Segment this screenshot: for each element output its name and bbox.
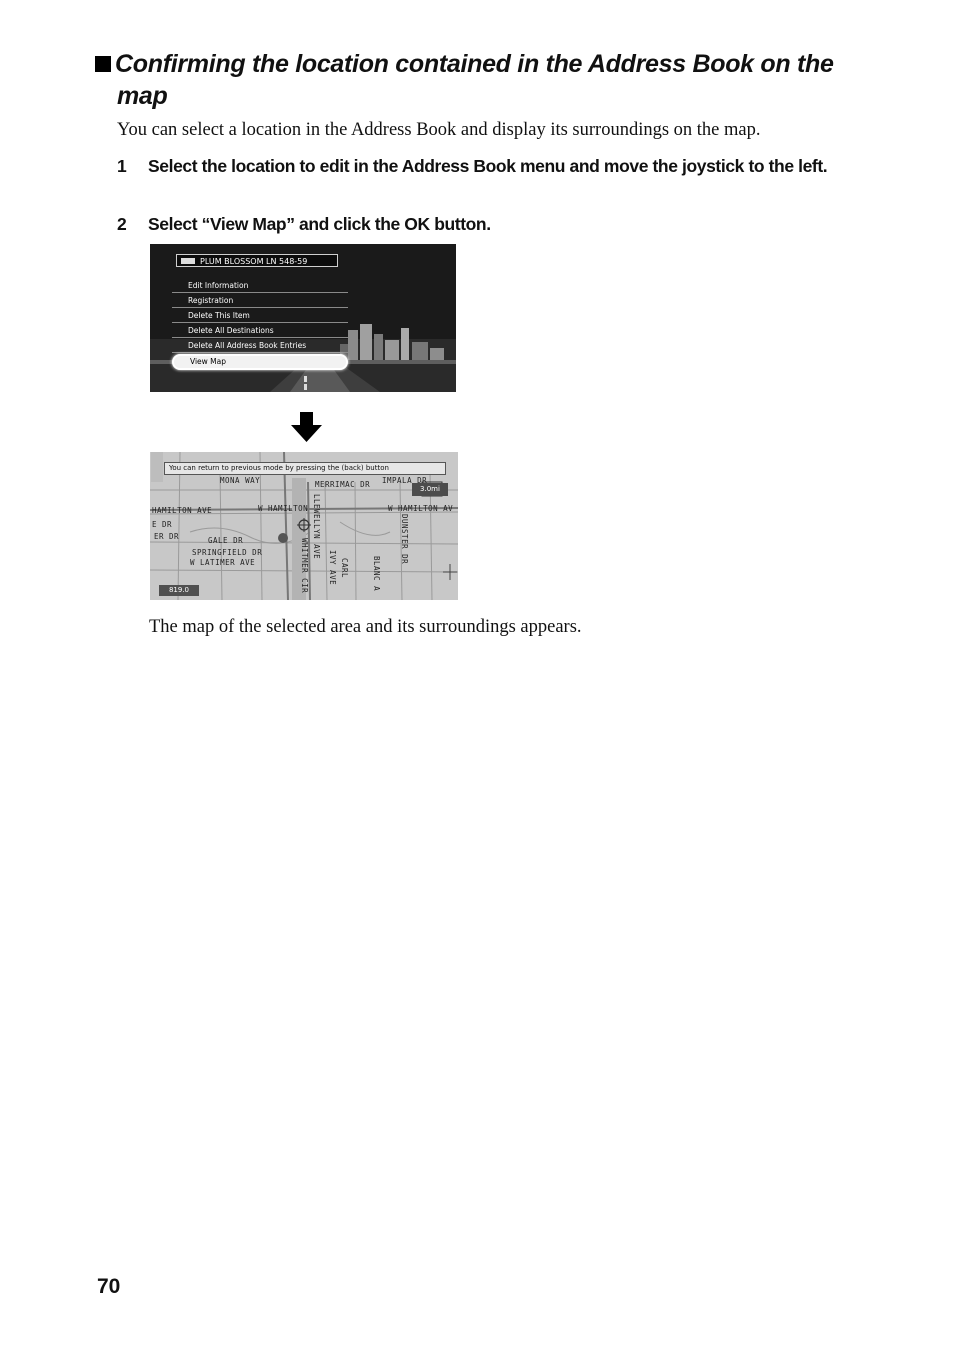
street-label: GALE DR (208, 536, 244, 545)
street-label: SPRINGFIELD DR (192, 548, 263, 557)
step-text: Select the location to edit in the Address Book menu and move the joystick to the left. (148, 156, 828, 176)
section-heading (95, 48, 855, 112)
street-label: MONA WAY (220, 476, 261, 485)
down-arrow-icon (291, 412, 322, 442)
street-label: BLANC A (372, 556, 381, 592)
distance-indicator: 819.0 (159, 585, 199, 596)
return-hint-message: You can return to previous mode by pressing the (back) button (164, 462, 446, 475)
menu-item-delete-this-item[interactable]: Delete This Item (172, 308, 348, 323)
street-label: W HAMILTON AV (388, 504, 454, 513)
address-title-bar: PLUM BLOSSOM LN 548-59 (176, 254, 338, 267)
square-bullet-icon (95, 56, 111, 72)
menu-item-view-map[interactable]: View Map (172, 354, 348, 370)
address-book-menu-screen (150, 244, 456, 392)
menu-item-edit-information[interactable]: Edit Information (172, 278, 348, 293)
street-label: W HAMILTON (258, 504, 309, 513)
menu-item-delete-all-address-book-entries[interactable]: Delete All Address Book Entries (172, 338, 348, 353)
step-2 (117, 213, 857, 237)
street-label: ER DR (154, 532, 180, 541)
street-label: MERRIMAC DR (315, 480, 371, 489)
street-label: HAMILTON AVE (152, 506, 213, 515)
map-screen (150, 452, 458, 600)
heading-line-1: Confirming the location contained in the Address Book on the (115, 50, 834, 78)
page-number: 70 (97, 1275, 121, 1298)
step-text: Select “View Map” and click the OK button. (148, 214, 491, 234)
street-label: LLEWELLYN AVE (312, 494, 321, 560)
map-scale-button[interactable]: 3.0mi (412, 483, 448, 496)
street-label: IMPALA DR (382, 476, 428, 485)
address-book-icon (181, 258, 195, 264)
street-label: DUNSTER DR (400, 514, 409, 565)
result-caption: The map of the selected area and its surroundings appears. (149, 617, 582, 637)
address-book-menu (172, 278, 348, 370)
street-label: WHITMER CIR (300, 538, 309, 594)
menu-item-delete-all-destinations[interactable]: Delete All Destinations (172, 323, 348, 338)
step-number: 2 (117, 214, 127, 234)
street-label: CARL (340, 558, 349, 579)
street-label: E DR (152, 520, 173, 529)
street-label: W LATIMER AVE (190, 558, 256, 567)
step-number: 1 (117, 156, 127, 176)
menu-item-registration[interactable]: Registration (172, 293, 348, 308)
street-label: IVY AVE (328, 550, 337, 586)
intro-paragraph: You can select a location in the Address Book and display its surroundings on the map. (117, 120, 761, 140)
heading-line-2: map (117, 82, 168, 110)
step-1 (117, 155, 857, 203)
